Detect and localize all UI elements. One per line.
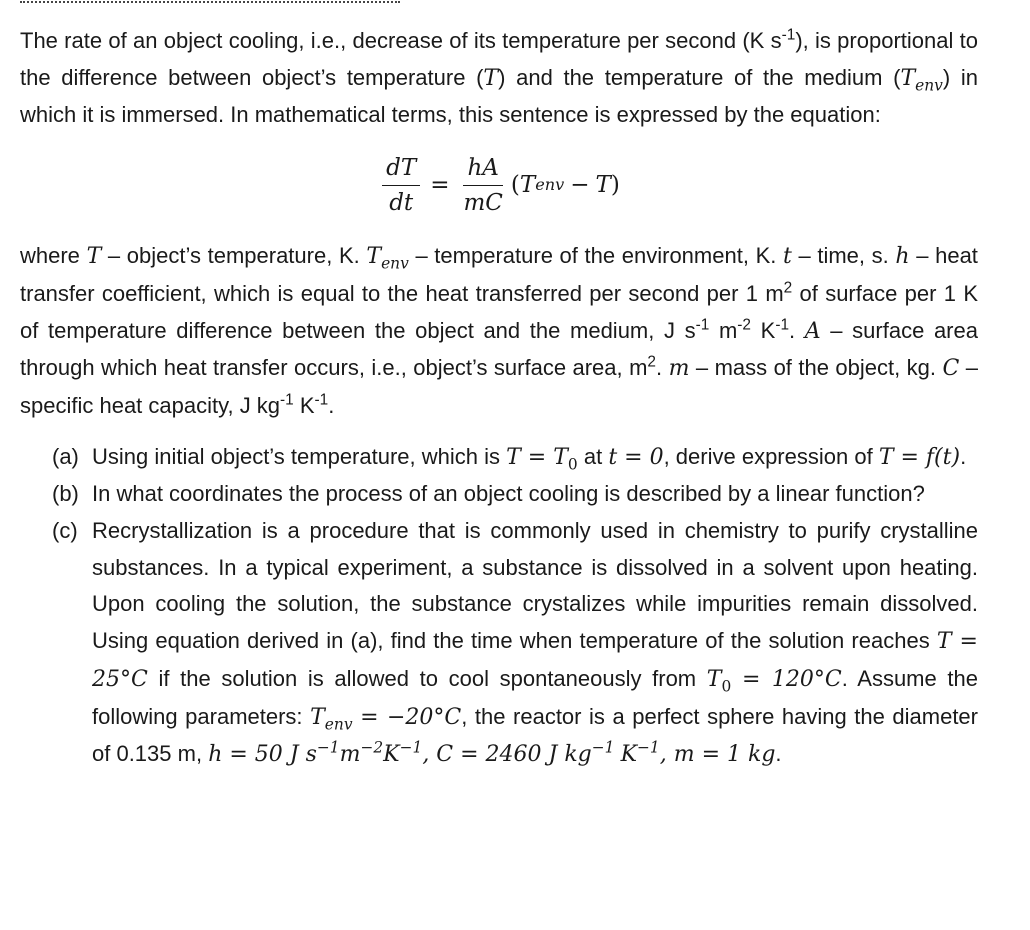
part-b-label: (b) — [52, 481, 79, 507]
def-text: . — [655, 355, 663, 381]
question-parts — [20, 439, 978, 774]
part-c-math: m — [339, 742, 361, 768]
def-symbol-T: T — [86, 244, 102, 270]
def-sup: -1 — [280, 391, 294, 409]
rhs-fraction — [460, 153, 507, 218]
rhs-denominator: mC — [463, 189, 503, 216]
part-a-t: . — [960, 443, 967, 469]
def-text: – surface area through which heat transfer occurs, i.e., object’s surface area, m — [20, 317, 978, 381]
def-symbol-m: m — [668, 356, 690, 382]
def-text: . — [328, 392, 335, 418]
part-c-t: . — [775, 741, 782, 767]
def-text: K — [760, 317, 776, 343]
def-sup: -1 — [775, 316, 789, 334]
eq-T: T — [595, 171, 611, 198]
def-symbol-C: C — [942, 356, 960, 382]
equals-sign: = — [430, 171, 450, 198]
def-sup: 2 — [647, 353, 656, 371]
lhs-fraction — [382, 153, 420, 218]
def-text: – object’s temperature, K. — [107, 243, 360, 269]
definitions-paragraph — [20, 238, 978, 425]
part-c-math: T = 25°C — [92, 629, 978, 692]
part-c — [52, 513, 978, 774]
part-c-math-sup: −1 — [399, 738, 423, 757]
part-a-math-sub: 0 — [567, 455, 578, 474]
def-sup: 2 — [783, 279, 793, 297]
intro-text-2: ), is proportional to the difference between object’s temperature ( — [20, 28, 978, 90]
part-a-t: at — [583, 443, 603, 469]
rhs-numerator: hA — [463, 153, 502, 186]
intro-paragraph — [20, 23, 978, 134]
intro-text-1: The rate of an object cooling, i.e., decrease of its temperature per second (K s — [20, 28, 782, 53]
part-b — [52, 476, 978, 513]
part-b-text: In what coordinates the process of an object cooling is described by a linear function? — [92, 481, 925, 507]
def-text: – heat transfer coefficient, which is equal to the heat transferred per second per 1 m — [20, 243, 978, 306]
paren-open: ( — [510, 171, 520, 198]
symbol-T: T — [483, 65, 499, 91]
def-text: – mass of the object, kg. — [695, 355, 936, 381]
def-symbol-Tenv: T — [366, 244, 382, 270]
part-c-math: T — [310, 704, 325, 730]
def-symbol-A: A — [804, 318, 821, 344]
part-c-math: , m = 1 kg — [659, 742, 776, 768]
part-a-math: T = T — [506, 444, 568, 470]
eq-Tenv: T — [519, 171, 536, 198]
part-c-text — [92, 513, 978, 774]
def-symbol-h: h — [895, 244, 910, 270]
part-c-math: , C = 2460 J kg — [422, 742, 592, 768]
part-c-math: = 120°C — [741, 666, 842, 692]
problem-page — [20, 23, 978, 774]
part-a-t: , derive expression of — [663, 443, 873, 469]
part-c-math: T — [706, 666, 722, 692]
part-c-t: Recrystallization is a procedure that is commonly used in chemistry to purify crystalline substances. In a typical experiment, a substance is dissolved in a solvent upon heating. Upon cooling the solution, the substance crystalizes while impurities remain dissolved. Using equation derived in (a), find the time when temperature of the solution reaches — [92, 518, 978, 654]
def-text: – specific heat capacity, J kg — [20, 355, 978, 418]
def-sup: -1 — [314, 391, 329, 409]
part-c-math-sup: −2 — [360, 738, 384, 757]
part-c-t: . Assume the following parameters: — [92, 665, 978, 729]
symbol-Tenv: T — [900, 65, 916, 91]
part-a-math: t = 0 — [608, 444, 664, 470]
def-sup: -2 — [737, 316, 751, 334]
part-c-math-sub: 0 — [721, 677, 732, 696]
intro-sup: -1 — [781, 26, 796, 44]
cropped-top-line — [20, 0, 400, 4]
part-c-math-sup: −1 — [637, 738, 660, 757]
intro-text-4: ) in which it is immersed. In mathematical terms, this sentence is expressed by the equation: — [20, 64, 978, 128]
symbol-Tenv-sub: env — [915, 76, 943, 95]
part-c-label: (c) — [52, 518, 78, 544]
def-symbol-Tenv-sub: env — [381, 254, 409, 273]
part-a — [52, 439, 978, 477]
part-a-t: Using initial object’s temperature, which is — [92, 443, 500, 469]
def-text: K — [299, 392, 315, 418]
part-c-math: h = 50 J s — [208, 742, 317, 768]
part-c-math-sup: −1 — [316, 738, 340, 757]
minus-sign: − — [570, 171, 590, 198]
lhs-numerator: dT — [382, 153, 420, 186]
intro-text-3: ) and the temperature of the medium ( — [498, 64, 901, 90]
part-c-t: , the reactor is a perfect sphere having the diameter of 0.135 m, — [92, 703, 978, 767]
part-a-math: T = f(t) — [878, 444, 961, 470]
part-c-t: if the solution is allowed to cool spontaneously from — [158, 665, 697, 691]
def-text: – time, s. — [798, 243, 889, 269]
def-text: of surface per 1 K of temperature difference between the object and the medium, J s — [20, 280, 978, 343]
part-c-math-sub: env — [324, 714, 353, 733]
def-symbol-t: t — [783, 244, 792, 270]
def-text: where — [20, 243, 80, 269]
def-text: m — [718, 317, 738, 343]
part-c-math: K — [620, 742, 638, 768]
part-c-math: K — [383, 742, 400, 768]
part-c-math-sup: −1 — [591, 738, 615, 757]
paren-close: ) — [610, 171, 620, 198]
cooling-equation: $\frac{dT}{dt}$ = $\frac{hA}{mC}$ ( T env − T ) — [20, 136, 978, 234]
def-sup: -1 — [695, 316, 710, 334]
def-text: . — [789, 317, 796, 343]
part-a-text — [92, 439, 978, 477]
lhs-denominator: dt — [389, 189, 414, 216]
part-a-label: (a) — [52, 443, 79, 469]
part-c-math: = −20°C — [360, 704, 462, 730]
def-text: – temperature of the environment, K. — [415, 243, 777, 269]
